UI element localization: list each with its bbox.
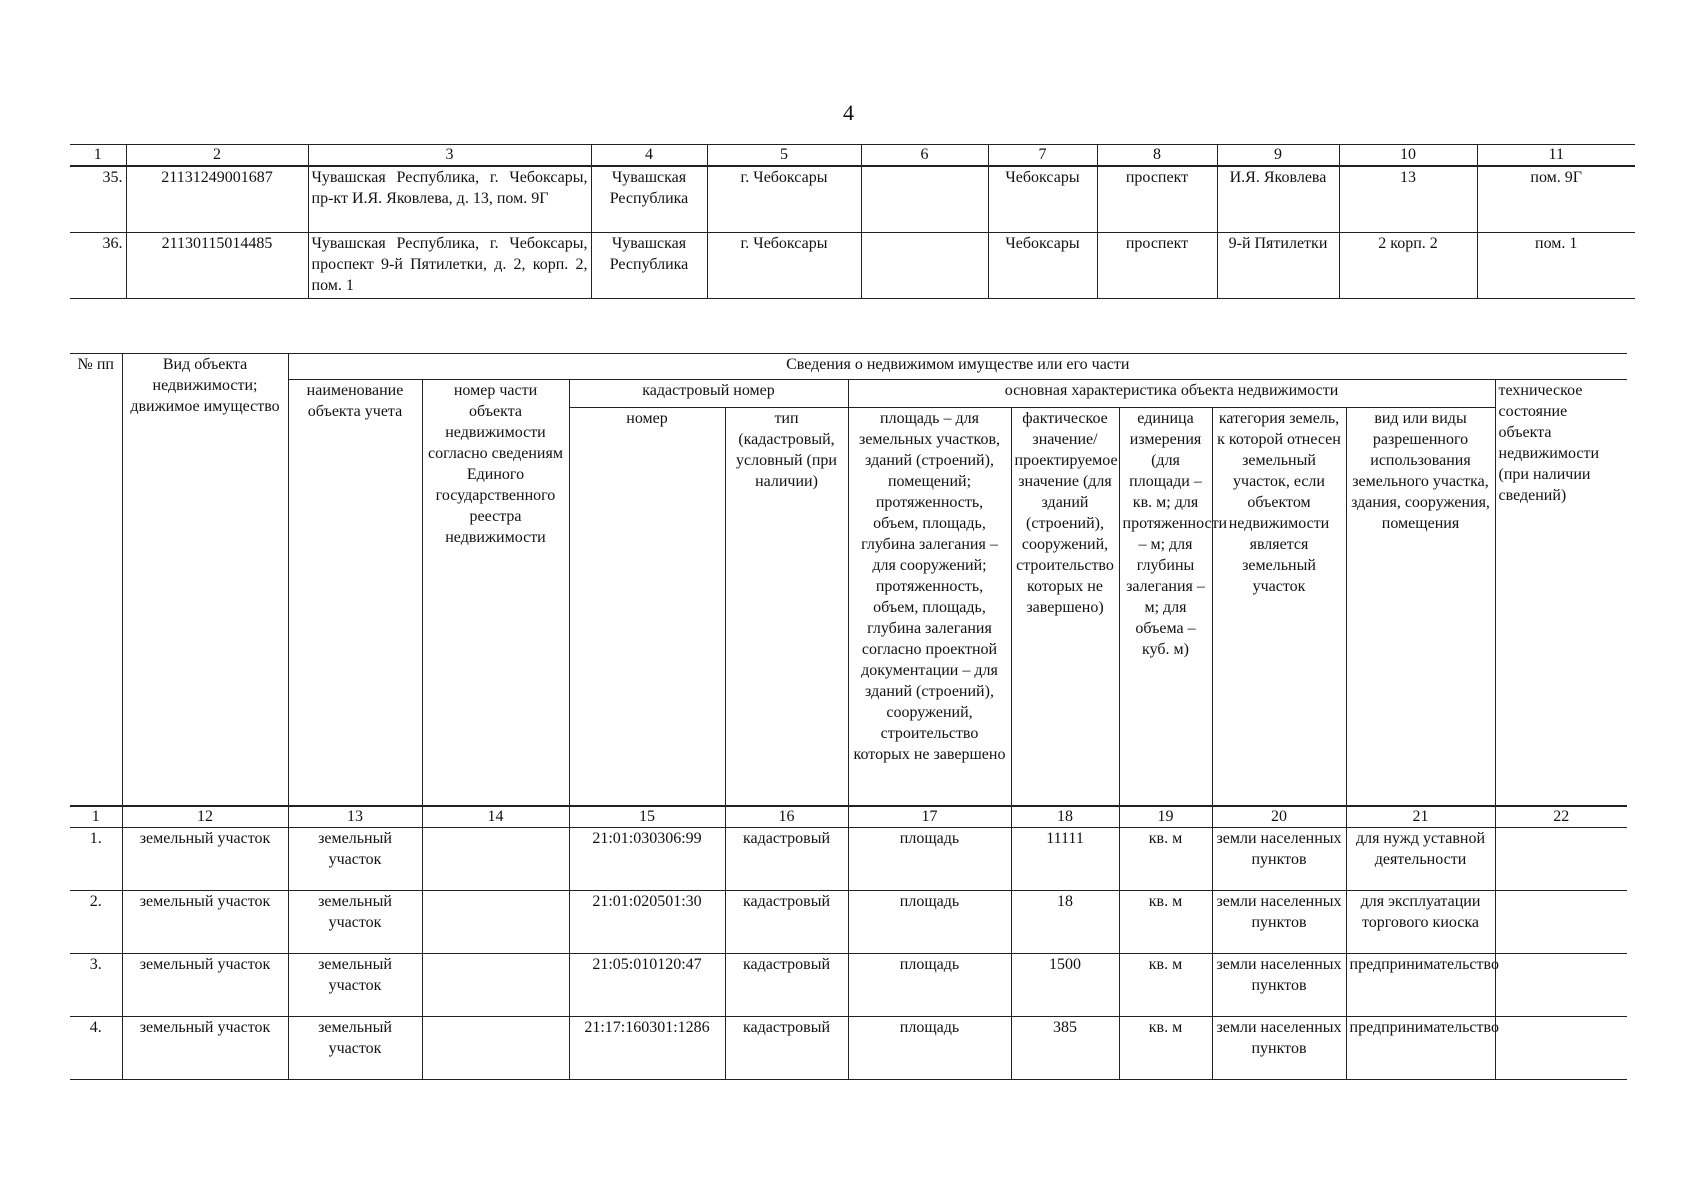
settlement: Чебоксары bbox=[988, 166, 1097, 232]
header-part-number: номер части объекта недвижимости согласно сведениям Единого государственного реестра недвижимости bbox=[422, 380, 569, 806]
column-number: 10 bbox=[1339, 145, 1477, 167]
house-number: 2 корп. 2 bbox=[1339, 232, 1477, 298]
column-number: 8 bbox=[1097, 145, 1217, 167]
column-number: 14 bbox=[422, 806, 569, 828]
header-land-category: категория земель, к которой отнесен земельный участок, если объектом недвижимости является земельный участок bbox=[1212, 408, 1346, 806]
unit: кв. м bbox=[1119, 1016, 1212, 1079]
full-address: Чувашская Республика, г. Чебоксары, пр-кт И.Я. Яковлева, д. 13, пом. 9Г bbox=[308, 166, 591, 232]
room-number: пом. 9Г bbox=[1477, 166, 1635, 232]
land-category: земли населенных пунктов bbox=[1212, 890, 1346, 953]
unit: кв. м bbox=[1119, 890, 1212, 953]
part-number bbox=[422, 827, 569, 890]
permitted-use: для нужд уставной деятельности bbox=[1346, 827, 1495, 890]
header-num: № пп bbox=[70, 354, 122, 806]
land-category: земли населенных пунктов bbox=[1212, 1016, 1346, 1079]
header-area: площадь – для земельных участков, зданий (строений), помещений; протяженность, объем, площадь, глубина залегания – для сооружений; протяженность, объем, площадь, глубина залегания согласно проектной документации – для зданий (строений), сооружений, строительство которых не завершено bbox=[848, 408, 1011, 806]
region: Чувашская Республика bbox=[591, 232, 707, 298]
house-number: 13 bbox=[1339, 166, 1477, 232]
object-code: 21131249001687 bbox=[126, 166, 308, 232]
column-number: 5 bbox=[707, 145, 861, 167]
table-row bbox=[70, 166, 1635, 232]
table-row bbox=[70, 1016, 1627, 1079]
column-number: 11 bbox=[1477, 145, 1635, 167]
column-numbers-row bbox=[70, 145, 1635, 167]
column-number: 1 bbox=[70, 806, 122, 828]
unit: кв. м bbox=[1119, 827, 1212, 890]
part-number bbox=[422, 890, 569, 953]
full-address: Чувашская Республика, г. Чебоксары, проспект 9-й Пятилетки, д. 2, корп. 2, пом. 1 bbox=[308, 232, 591, 298]
column-numbers-row bbox=[70, 806, 1627, 828]
value: 18 bbox=[1011, 890, 1119, 953]
city: г. Чебоксары bbox=[707, 166, 861, 232]
cadastral-type: кадастровый bbox=[725, 1016, 848, 1079]
column-number: 22 bbox=[1495, 806, 1627, 828]
value: 11111 bbox=[1011, 827, 1119, 890]
row-number: 2. bbox=[70, 890, 122, 953]
object-kind: земельный участок bbox=[122, 953, 288, 1016]
row-number: 3. bbox=[70, 953, 122, 1016]
column-number: 4 bbox=[591, 145, 707, 167]
column-number: 2 bbox=[126, 145, 308, 167]
header-kind: Вид объекта недвижимости; движимое имущество bbox=[122, 354, 288, 806]
cadastral-number: 21:17:160301:1286 bbox=[569, 1016, 725, 1079]
permitted-use: предпринимательство bbox=[1346, 953, 1495, 1016]
header-row-2 bbox=[70, 380, 1627, 408]
column-6 bbox=[861, 166, 988, 232]
permitted-use: для эксплуатации торгового киоска bbox=[1346, 890, 1495, 953]
technical-state bbox=[1495, 953, 1627, 1016]
table-row bbox=[70, 890, 1627, 953]
part-number bbox=[422, 1016, 569, 1079]
header-actual: фактическое значение/проектируемое значение (для зданий (строений), сооружений, строительство которых не завершено) bbox=[1011, 408, 1119, 806]
cadastral-type: кадастровый bbox=[725, 953, 848, 1016]
cadastral-number: 21:01:020501:30 bbox=[569, 890, 725, 953]
main-characteristic: площадь bbox=[848, 953, 1011, 1016]
unit: кв. м bbox=[1119, 953, 1212, 1016]
land-category: земли населенных пунктов bbox=[1212, 953, 1346, 1016]
street-type: проспект bbox=[1097, 232, 1217, 298]
object-kind: земельный участок bbox=[122, 1016, 288, 1079]
header-tech-state: техническое состояние объекта недвижимости (при наличии сведений) bbox=[1495, 380, 1627, 806]
land-category: земли населенных пунктов bbox=[1212, 827, 1346, 890]
value: 1500 bbox=[1011, 953, 1119, 1016]
column-number: 18 bbox=[1011, 806, 1119, 828]
table-row bbox=[70, 232, 1635, 298]
column-number: 21 bbox=[1346, 806, 1495, 828]
main-characteristic: площадь bbox=[848, 890, 1011, 953]
object-name: земельный участок bbox=[288, 953, 422, 1016]
region: Чувашская Республика bbox=[591, 166, 707, 232]
row-number: 36. bbox=[70, 232, 126, 298]
technical-state bbox=[1495, 890, 1627, 953]
object-name: земельный участок bbox=[288, 827, 422, 890]
row-number: 4. bbox=[70, 1016, 122, 1079]
part-number bbox=[422, 953, 569, 1016]
column-number: 19 bbox=[1119, 806, 1212, 828]
main-characteristic: площадь bbox=[848, 1016, 1011, 1079]
header-unit: единица измерения (для площади – кв. м; для протяженности – м; для глубины залегания – м; для объема – куб. м) bbox=[1119, 408, 1212, 806]
cadastral-type: кадастровый bbox=[725, 890, 848, 953]
row-number: 1. bbox=[89, 829, 102, 847]
main-characteristic: площадь bbox=[848, 827, 1011, 890]
header-cad-number: номер bbox=[569, 408, 725, 806]
column-number: 3 bbox=[308, 145, 591, 167]
street-name: 9-й Пятилетки bbox=[1217, 232, 1339, 298]
object-name: земельный участок bbox=[288, 890, 422, 953]
column-number: 1 bbox=[70, 145, 126, 167]
column-number: 9 bbox=[1217, 145, 1339, 167]
header-name: наименование объекта учета bbox=[288, 380, 422, 806]
settlement: Чебоксары bbox=[988, 232, 1097, 298]
permitted-use: предпринимательство bbox=[1346, 1016, 1495, 1079]
cadastral-number: 21:05:010120:47 bbox=[569, 953, 725, 1016]
column-number: 13 bbox=[288, 806, 422, 828]
header-row-1 bbox=[70, 354, 1627, 380]
column-number: 12 bbox=[122, 806, 288, 828]
room-number: пом. 1 bbox=[1477, 232, 1635, 298]
column-number: 15 bbox=[569, 806, 725, 828]
object-code: 21130115014485 bbox=[126, 232, 308, 298]
page-number: 4 bbox=[843, 100, 854, 125]
cadastral-type: кадастровый bbox=[725, 827, 848, 890]
header-permitted-use: вид или виды разрешенного использования земельного участка, здания, сооружения, помещения bbox=[1346, 408, 1495, 806]
table-row bbox=[70, 827, 1627, 890]
column-number: 7 bbox=[988, 145, 1097, 167]
technical-state bbox=[1495, 1016, 1627, 1079]
row-number: 35. bbox=[102, 169, 123, 186]
header-main-char: основная характеристика объекта недвижимости bbox=[848, 380, 1495, 408]
street-name: И.Я. Яковлева bbox=[1217, 166, 1339, 232]
column-number: 17 bbox=[848, 806, 1011, 828]
cadastral-number: 21:01:030306:99 bbox=[569, 827, 725, 890]
column-6 bbox=[861, 232, 988, 298]
column-number: 6 bbox=[861, 145, 988, 167]
header-cadastral: кадастровый номер bbox=[569, 380, 848, 408]
property-table bbox=[70, 353, 1627, 1080]
object-kind: земельный участок bbox=[122, 827, 288, 890]
header-group: Сведения о недвижимом имуществе или его части bbox=[288, 354, 1627, 380]
street-type: проспект bbox=[1097, 166, 1217, 232]
table-row bbox=[70, 953, 1627, 1016]
column-number: 16 bbox=[725, 806, 848, 828]
object-kind: земельный участок bbox=[122, 890, 288, 953]
addresses-table bbox=[70, 144, 1635, 299]
column-number: 20 bbox=[1212, 806, 1346, 828]
object-name: земельный участок bbox=[288, 1016, 422, 1079]
header-cad-type: тип (кадастровый, условный (при наличии) bbox=[725, 408, 848, 806]
technical-state bbox=[1495, 827, 1627, 890]
value: 385 bbox=[1011, 1016, 1119, 1079]
city: г. Чебоксары bbox=[707, 232, 861, 298]
